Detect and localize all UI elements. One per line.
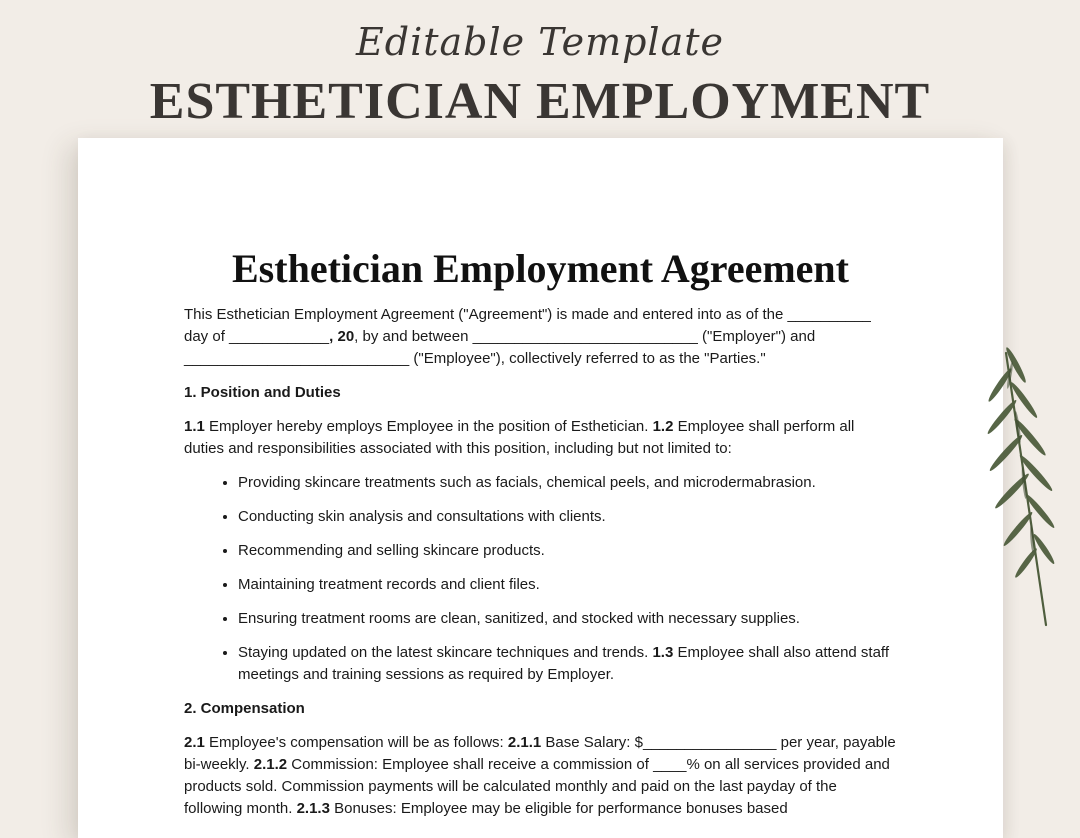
list-item: • Maintaining treatment records and client files. xyxy=(238,574,896,596)
clause-text: Commission: Employee shall receive a commission of ____% on all services provided and products sold. Commission payments will be calculated monthly and paid on the last payday of the following month. xyxy=(184,756,890,817)
intro-paragraph xyxy=(184,304,896,370)
intro-text-2: , by and between ___________________________ ("Employer") and ___________________________ ("Employee"), collectively referred to as the "Parties." xyxy=(184,328,816,367)
clause-text: Employer hereby employs Employee in the position of Esthetician. xyxy=(204,418,653,435)
list-item: • Ensuring treatment rooms are clean, sanitized, and stocked with necessary supplies. xyxy=(238,608,896,630)
clause-number: 1.1 xyxy=(184,418,205,435)
clause-number: 1.3 xyxy=(652,644,674,661)
document-title: Esthetician Employment Agreement xyxy=(232,246,849,291)
clause-number: 2.1 xyxy=(184,734,205,751)
clause-number: 2.1.3 xyxy=(296,800,330,817)
list-item: • Providing skincare treatments such as facials, chemical peels, and microdermabrasion. xyxy=(238,472,896,494)
intro-year-prefix: , 20 xyxy=(329,328,355,345)
clause-number: 2.1.1 xyxy=(507,734,542,751)
document-page xyxy=(78,138,1003,838)
section-heading-position: 1. Position and Duties xyxy=(184,384,341,401)
section-heading-compensation: 2. Compensation xyxy=(184,700,305,717)
list-item: • Recommending and selling skincare products. xyxy=(238,540,896,562)
duties-list xyxy=(184,472,896,686)
clause-2-1 xyxy=(184,732,896,820)
clause-text: Employee shall perform all duties and responsibilities associated with this position, including but not limited to: xyxy=(184,418,855,457)
clause-1-1 xyxy=(184,416,896,460)
clause-number: 1.2 xyxy=(652,418,674,435)
banner-script-title: Editable Template xyxy=(356,20,724,64)
clause-text: Employee's compensation will be as follows: xyxy=(204,734,508,751)
clause-number: 2.1.2 xyxy=(253,756,288,773)
duty-text: Staying updated on the latest skincare techniques and trends. xyxy=(238,644,653,661)
clause-text: Bonuses: Employee may be eligible for performance bonuses based xyxy=(329,800,788,817)
list-item: • Conducting skin analysis and consultations with clients. xyxy=(238,506,896,528)
clause-text: Employee shall also attend staff meetings and training sessions as required by Employer. xyxy=(238,644,889,683)
document-body xyxy=(184,304,896,832)
banner-main-title: ESTHETICIAN EMPLOYMENT xyxy=(149,73,931,130)
rosemary-sprig-icon xyxy=(980,345,1080,635)
list-item xyxy=(238,642,896,686)
clause-text: Base Salary: $________________ per year, payable bi-weekly. xyxy=(184,734,896,773)
intro-text-1: This Esthetician Employment Agreement ("Agreement") is made and entered into as of the __________ day of ____________ xyxy=(184,306,871,345)
